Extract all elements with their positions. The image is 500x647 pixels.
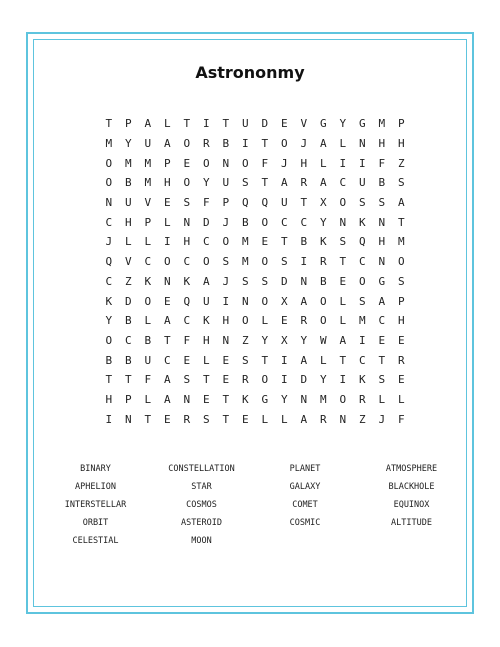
grid-cell: E (280, 117, 288, 131)
grid-cell: O (163, 255, 171, 269)
letter-grid (99, 114, 411, 429)
grid-cell: M (319, 392, 327, 406)
grid-cell: P (397, 117, 405, 131)
grid-cell: H (397, 137, 405, 151)
grid-cell: B (241, 215, 249, 229)
word-list (43, 460, 468, 550)
grid-row (99, 291, 411, 311)
grid-cell: S (339, 235, 347, 249)
grid-cell: O (202, 156, 210, 170)
grid-cell: N (183, 215, 191, 229)
grid-cell: M (144, 156, 152, 170)
word-list-item: EQUINOX (393, 500, 430, 510)
grid-cell: P (124, 392, 132, 406)
grid-cell: S (358, 294, 366, 308)
grid-cell: B (300, 235, 308, 249)
grid-row (99, 370, 411, 390)
grid-cell: E (397, 333, 405, 347)
grid-cell: N (378, 255, 386, 269)
grid-cell: B (144, 333, 152, 347)
grid-cell: L (144, 314, 152, 328)
grid-cell: T (339, 255, 347, 269)
grid-cell: L (319, 156, 327, 170)
grid-cell: N (339, 412, 347, 426)
grid-row (99, 173, 411, 193)
grid-cell: N (339, 215, 347, 229)
grid-cell: M (397, 235, 405, 249)
grid-cell: H (300, 156, 308, 170)
grid-row (99, 134, 411, 154)
grid-cell: E (378, 333, 386, 347)
grid-cell: Y (105, 314, 113, 328)
grid-cell: Z (241, 333, 249, 347)
grid-cell: S (378, 196, 386, 210)
grid-cell: U (358, 176, 366, 190)
grid-cell: Z (124, 274, 132, 288)
grid-cell: X (280, 333, 288, 347)
grid-cell: N (241, 294, 249, 308)
grid-cell: O (241, 314, 249, 328)
grid-cell: A (163, 137, 171, 151)
grid-cell: A (319, 176, 327, 190)
grid-cell: J (222, 215, 230, 229)
grid-cell: T (222, 117, 230, 131)
grid-row (99, 212, 411, 232)
grid-cell: U (222, 176, 230, 190)
grid-cell: K (183, 274, 191, 288)
grid-cell: I (280, 353, 288, 367)
grid-cell: U (124, 196, 132, 210)
grid-cell: A (280, 176, 288, 190)
grid-cell: B (222, 137, 230, 151)
grid-cell: F (261, 156, 269, 170)
grid-cell: S (397, 176, 405, 190)
grid-cell: Y (319, 373, 327, 387)
grid-cell: T (105, 117, 113, 131)
grid-cell: R (358, 392, 366, 406)
grid-cell: E (397, 373, 405, 387)
grid-cell: C (183, 255, 191, 269)
grid-cell: Y (319, 215, 327, 229)
grid-cell: P (222, 196, 230, 210)
grid-cell: A (339, 333, 347, 347)
grid-cell: S (378, 373, 386, 387)
grid-row (99, 114, 411, 134)
grid-cell: U (144, 353, 152, 367)
grid-cell: I (339, 373, 347, 387)
grid-row (99, 331, 411, 351)
grid-row (99, 350, 411, 370)
grid-cell: R (241, 373, 249, 387)
grid-cell: D (202, 215, 210, 229)
grid-cell: Y (202, 176, 210, 190)
grid-cell: I (222, 294, 230, 308)
grid-cell: S (358, 196, 366, 210)
grid-cell: O (105, 176, 113, 190)
grid-cell: L (144, 235, 152, 249)
grid-cell: N (163, 274, 171, 288)
grid-cell: V (124, 255, 132, 269)
grid-cell: N (300, 392, 308, 406)
grid-cell: J (280, 156, 288, 170)
grid-cell: F (202, 196, 210, 210)
grid-cell: Q (358, 235, 366, 249)
grid-row (99, 232, 411, 252)
grid-cell: A (300, 412, 308, 426)
grid-cell: Y (300, 333, 308, 347)
grid-cell: K (202, 314, 210, 328)
grid-cell: O (319, 314, 327, 328)
grid-cell: S (261, 274, 269, 288)
grid-cell: X (280, 294, 288, 308)
grid-cell: D (280, 274, 288, 288)
grid-cell: L (261, 314, 269, 328)
grid-cell: L (339, 314, 347, 328)
grid-cell: I (300, 255, 308, 269)
grid-cell: O (339, 196, 347, 210)
grid-cell: H (124, 215, 132, 229)
grid-cell: H (378, 235, 386, 249)
grid-cell: S (183, 196, 191, 210)
grid-cell: O (144, 294, 152, 308)
grid-cell: E (202, 392, 210, 406)
grid-cell: Q (183, 294, 191, 308)
word-list-item: CELESTIAL (72, 536, 119, 546)
grid-cell: I (202, 117, 210, 131)
grid-cell: P (397, 294, 405, 308)
grid-cell: C (105, 215, 113, 229)
grid-cell: B (124, 314, 132, 328)
grid-cell: O (261, 373, 269, 387)
grid-cell: R (319, 412, 327, 426)
grid-cell: D (261, 117, 269, 131)
grid-cell: V (300, 117, 308, 131)
grid-cell: L (202, 353, 210, 367)
grid-cell: T (378, 353, 386, 367)
grid-cell: L (163, 215, 171, 229)
grid-cell: T (222, 412, 230, 426)
grid-cell: V (144, 196, 152, 210)
grid-cell: B (124, 176, 132, 190)
grid-cell: R (183, 412, 191, 426)
grid-cell: L (339, 137, 347, 151)
grid-cell: T (222, 392, 230, 406)
grid-cell: M (124, 156, 132, 170)
grid-row (99, 153, 411, 173)
grid-cell: O (261, 215, 269, 229)
grid-cell: X (319, 196, 327, 210)
grid-cell: Z (358, 412, 366, 426)
grid-cell: O (183, 176, 191, 190)
grid-cell: P (124, 117, 132, 131)
grid-cell: C (183, 314, 191, 328)
word-list-item: COSMOS (186, 500, 217, 510)
grid-cell: L (280, 412, 288, 426)
grid-cell: G (358, 117, 366, 131)
grid-cell: T (183, 117, 191, 131)
grid-cell: S (222, 255, 230, 269)
grid-cell: O (319, 294, 327, 308)
grid-cell: O (261, 294, 269, 308)
grid-cell: D (300, 373, 308, 387)
grid-cell: N (378, 215, 386, 229)
grid-cell: A (163, 392, 171, 406)
grid-cell: O (241, 156, 249, 170)
grid-cell: T (339, 353, 347, 367)
grid-cell: H (378, 137, 386, 151)
grid-cell: M (144, 176, 152, 190)
grid-cell: D (124, 294, 132, 308)
grid-cell: M (105, 137, 113, 151)
word-list-item: INTERSTELLAR (64, 500, 127, 510)
grid-cell: C (358, 353, 366, 367)
grid-cell: C (280, 215, 288, 229)
grid-cell: B (105, 353, 113, 367)
grid-cell: S (241, 353, 249, 367)
grid-cell: E (241, 412, 249, 426)
grid-cell: T (397, 215, 405, 229)
word-list-item: ATMOSPHERE (385, 464, 438, 474)
grid-cell: F (183, 333, 191, 347)
grid-cell: T (202, 373, 210, 387)
word-list-item: ALTITUDE (391, 518, 432, 528)
grid-cell: T (163, 333, 171, 347)
grid-cell: L (378, 392, 386, 406)
grid-cell: O (202, 255, 210, 269)
grid-cell: S (183, 373, 191, 387)
grid-cell: H (397, 314, 405, 328)
word-list-item: CONSTELLATION (168, 464, 235, 474)
grid-cell: G (261, 392, 269, 406)
word-list-item: PLANET (289, 464, 321, 474)
grid-cell: C (358, 255, 366, 269)
grid-cell: C (144, 255, 152, 269)
grid-cell: J (105, 235, 113, 249)
grid-cell: A (319, 137, 327, 151)
grid-cell: P (144, 215, 152, 229)
grid-cell: M (358, 314, 366, 328)
grid-cell: R (300, 176, 308, 190)
grid-cell: K (241, 392, 249, 406)
grid-cell: H (183, 235, 191, 249)
grid-cell: G (378, 274, 386, 288)
grid-cell: K (144, 274, 152, 288)
grid-cell: L (319, 353, 327, 367)
grid-cell: E (183, 353, 191, 367)
grid-cell: Z (397, 156, 405, 170)
grid-cell: J (222, 274, 230, 288)
grid-cell: A (163, 373, 171, 387)
grid-cell: E (261, 235, 269, 249)
grid-cell: F (397, 412, 405, 426)
grid-cell: E (183, 156, 191, 170)
grid-cell: C (202, 235, 210, 249)
grid-cell: B (124, 353, 132, 367)
grid-cell: A (202, 274, 210, 288)
puzzle-title: Astrononmy (195, 63, 305, 82)
grid-cell: Q (241, 196, 249, 210)
grid-cell: Q (261, 196, 269, 210)
grid-cell: B (319, 274, 327, 288)
grid-cell: L (339, 294, 347, 308)
grid-cell: B (378, 176, 386, 190)
word-list-item: STAR (191, 482, 212, 492)
grid-cell: A (163, 314, 171, 328)
grid-cell: K (358, 373, 366, 387)
grid-cell: M (241, 235, 249, 249)
grid-cell: L (261, 412, 269, 426)
word-list-item: GALAXY (289, 482, 321, 492)
word-list-item: BLACKHOLE (388, 482, 435, 492)
grid-cell: I (358, 156, 366, 170)
grid-cell: S (280, 255, 288, 269)
grid-cell: C (378, 314, 386, 328)
grid-cell: L (124, 235, 132, 249)
grid-cell: O (280, 137, 288, 151)
grid-cell: J (378, 412, 386, 426)
grid-cell: U (241, 117, 249, 131)
grid-cell: O (339, 392, 347, 406)
grid-cell: I (241, 137, 249, 151)
grid-cell: K (358, 215, 366, 229)
grid-cell: U (144, 137, 152, 151)
grid-cell: L (397, 392, 405, 406)
grid-cell: I (339, 156, 347, 170)
grid-cell: N (358, 137, 366, 151)
grid-cell: S (202, 412, 210, 426)
grid-cell: Y (124, 137, 132, 151)
grid-cell: O (397, 255, 405, 269)
grid-cell: E (163, 412, 171, 426)
grid-cell: N (183, 392, 191, 406)
grid-cell: T (261, 353, 269, 367)
grid-cell: O (105, 156, 113, 170)
grid-cell: A (300, 294, 308, 308)
grid-cell: A (378, 294, 386, 308)
grid-cell: Y (339, 117, 347, 131)
grid-cell: A (144, 117, 152, 131)
grid-row (99, 193, 411, 213)
grid-row (99, 272, 411, 292)
word-list-item: ORBIT (82, 518, 109, 528)
grid-cell: M (241, 255, 249, 269)
grid-cell: M (378, 117, 386, 131)
grid-cell: I (358, 333, 366, 347)
grid-cell: G (319, 117, 327, 131)
word-list-item: APHELION (75, 482, 116, 492)
grid-cell: N (124, 412, 132, 426)
grid-cell: H (202, 333, 210, 347)
grid-cell: L (144, 392, 152, 406)
grid-row (99, 311, 411, 331)
grid-cell: J (300, 137, 308, 151)
grid-cell: T (261, 176, 269, 190)
grid-cell: C (124, 333, 132, 347)
grid-cell: C (105, 274, 113, 288)
grid-cell: H (222, 314, 230, 328)
grid-cell: T (261, 137, 269, 151)
grid-cell: I (105, 412, 113, 426)
grid-cell: K (319, 235, 327, 249)
grid-cell: E (222, 373, 230, 387)
grid-cell: C (163, 353, 171, 367)
grid-cell: A (300, 353, 308, 367)
grid-cell: Y (261, 333, 269, 347)
grid-cell: O (358, 274, 366, 288)
grid-cell: O (183, 137, 191, 151)
grid-cell: T (144, 412, 152, 426)
grid-cell: A (397, 196, 405, 210)
grid-cell: E (222, 353, 230, 367)
word-list-item: MOON (191, 536, 212, 546)
grid-cell: N (300, 274, 308, 288)
grid-cell: T (124, 373, 132, 387)
grid-cell: Q (105, 255, 113, 269)
grid-cell: N (222, 156, 230, 170)
grid-cell: E (163, 196, 171, 210)
grid-cell: L (163, 117, 171, 131)
grid-cell: T (280, 235, 288, 249)
grid-row (99, 390, 411, 410)
grid-cell: I (163, 235, 171, 249)
word-list-item: COMET (292, 500, 318, 510)
grid-cell: E (163, 294, 171, 308)
grid-cell: N (105, 196, 113, 210)
grid-cell: U (280, 196, 288, 210)
grid-cell: Y (280, 392, 288, 406)
word-list-item: ASTEROID (181, 518, 222, 528)
grid-cell: R (202, 137, 210, 151)
grid-cell: T (300, 196, 308, 210)
grid-cell: C (339, 176, 347, 190)
grid-cell: S (397, 274, 405, 288)
grid-row (99, 252, 411, 272)
grid-cell: E (280, 314, 288, 328)
grid-cell: H (163, 176, 171, 190)
grid-row (99, 409, 411, 429)
grid-cell: P (163, 156, 171, 170)
grid-cell: I (280, 373, 288, 387)
grid-cell: S (241, 176, 249, 190)
word-list-item: COSMIC (289, 518, 321, 528)
grid-cell: H (105, 392, 113, 406)
word-list-item: BINARY (80, 464, 111, 474)
grid-cell: K (105, 294, 113, 308)
grid-cell: F (378, 156, 386, 170)
grid-cell: R (319, 255, 327, 269)
grid-cell: T (105, 373, 113, 387)
grid-cell: R (397, 353, 405, 367)
grid-cell: W (319, 333, 327, 347)
grid-cell: S (241, 274, 249, 288)
grid-cell: F (144, 373, 152, 387)
grid-cell: O (261, 255, 269, 269)
grid-cell: E (339, 274, 347, 288)
grid-cell: C (300, 215, 308, 229)
grid-cell: O (222, 235, 230, 249)
grid-cell: R (300, 314, 308, 328)
grid-cell: N (222, 333, 230, 347)
grid-cell: O (105, 333, 113, 347)
grid-cell: U (202, 294, 210, 308)
